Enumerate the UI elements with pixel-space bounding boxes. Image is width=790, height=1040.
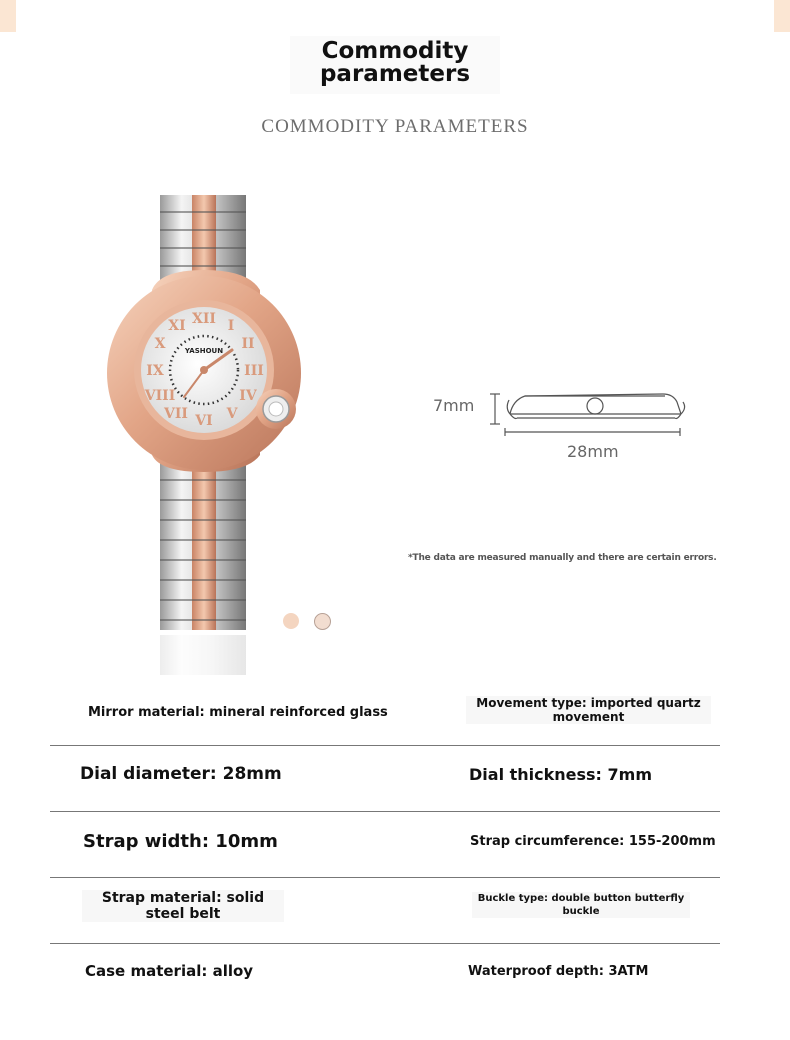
corner-decoration-right (774, 0, 790, 32)
spec-buckle-type: Buckle type: double button butterfly buckle (472, 892, 690, 918)
spec-strap-width: Strap width: 10mm (83, 831, 278, 852)
watch-side-outline (485, 388, 690, 438)
corner-decoration-left (0, 0, 16, 32)
spec-dial-diameter: Dial diameter: 28mm (80, 764, 282, 784)
color-swatch-champagne[interactable] (314, 613, 331, 630)
page-title: Commodity parameters (319, 38, 471, 87)
color-swatch-rose[interactable] (283, 613, 299, 629)
diameter-label: 28mm (567, 442, 619, 461)
svg-text:I: I (227, 318, 235, 334)
svg-text:VI: VI (195, 413, 213, 429)
spec-strap-material: Strap material: solid steel belt (82, 890, 284, 922)
side-profile-diagram (425, 380, 695, 470)
svg-text:V: V (226, 406, 238, 422)
title-box (290, 36, 500, 94)
table-divider (50, 877, 720, 878)
watch-product-image (100, 190, 310, 680)
spec-dial-thickness: Dial thickness: 7mm (469, 765, 652, 784)
spec-movement-type: Movement type: imported quartz movement (466, 696, 711, 724)
table-divider (50, 811, 720, 812)
spec-mirror-material: Mirror material: mineral reinforced glass (88, 705, 388, 720)
watch-crown (256, 389, 296, 429)
svg-text:IX: IX (146, 363, 164, 379)
svg-text:XII: XII (192, 311, 216, 327)
svg-text:VIII: VIII (144, 388, 176, 404)
svg-text:II: II (241, 336, 255, 352)
watch-brand: YASHOUN (184, 347, 224, 355)
measurement-note: *The data are measured manually and there are certain errors. (408, 553, 717, 563)
lower-strap (160, 460, 246, 675)
thickness-label: 7mm (433, 396, 475, 415)
svg-text:X: X (154, 336, 166, 352)
spec-strap-circumference: Strap circumference: 155-200mm (470, 834, 716, 849)
page-subtitle: COMMODITY PARAMETERS (261, 116, 529, 137)
svg-text:VII: VII (164, 406, 188, 422)
table-divider (50, 943, 720, 944)
spec-case-material: Case material: alloy (85, 962, 254, 980)
table-divider (50, 745, 720, 746)
svg-text:III: III (244, 363, 264, 379)
svg-text:IV: IV (239, 388, 257, 404)
svg-text:XI: XI (168, 318, 186, 334)
spec-waterproof-depth: Waterproof depth: 3ATM (468, 964, 649, 979)
